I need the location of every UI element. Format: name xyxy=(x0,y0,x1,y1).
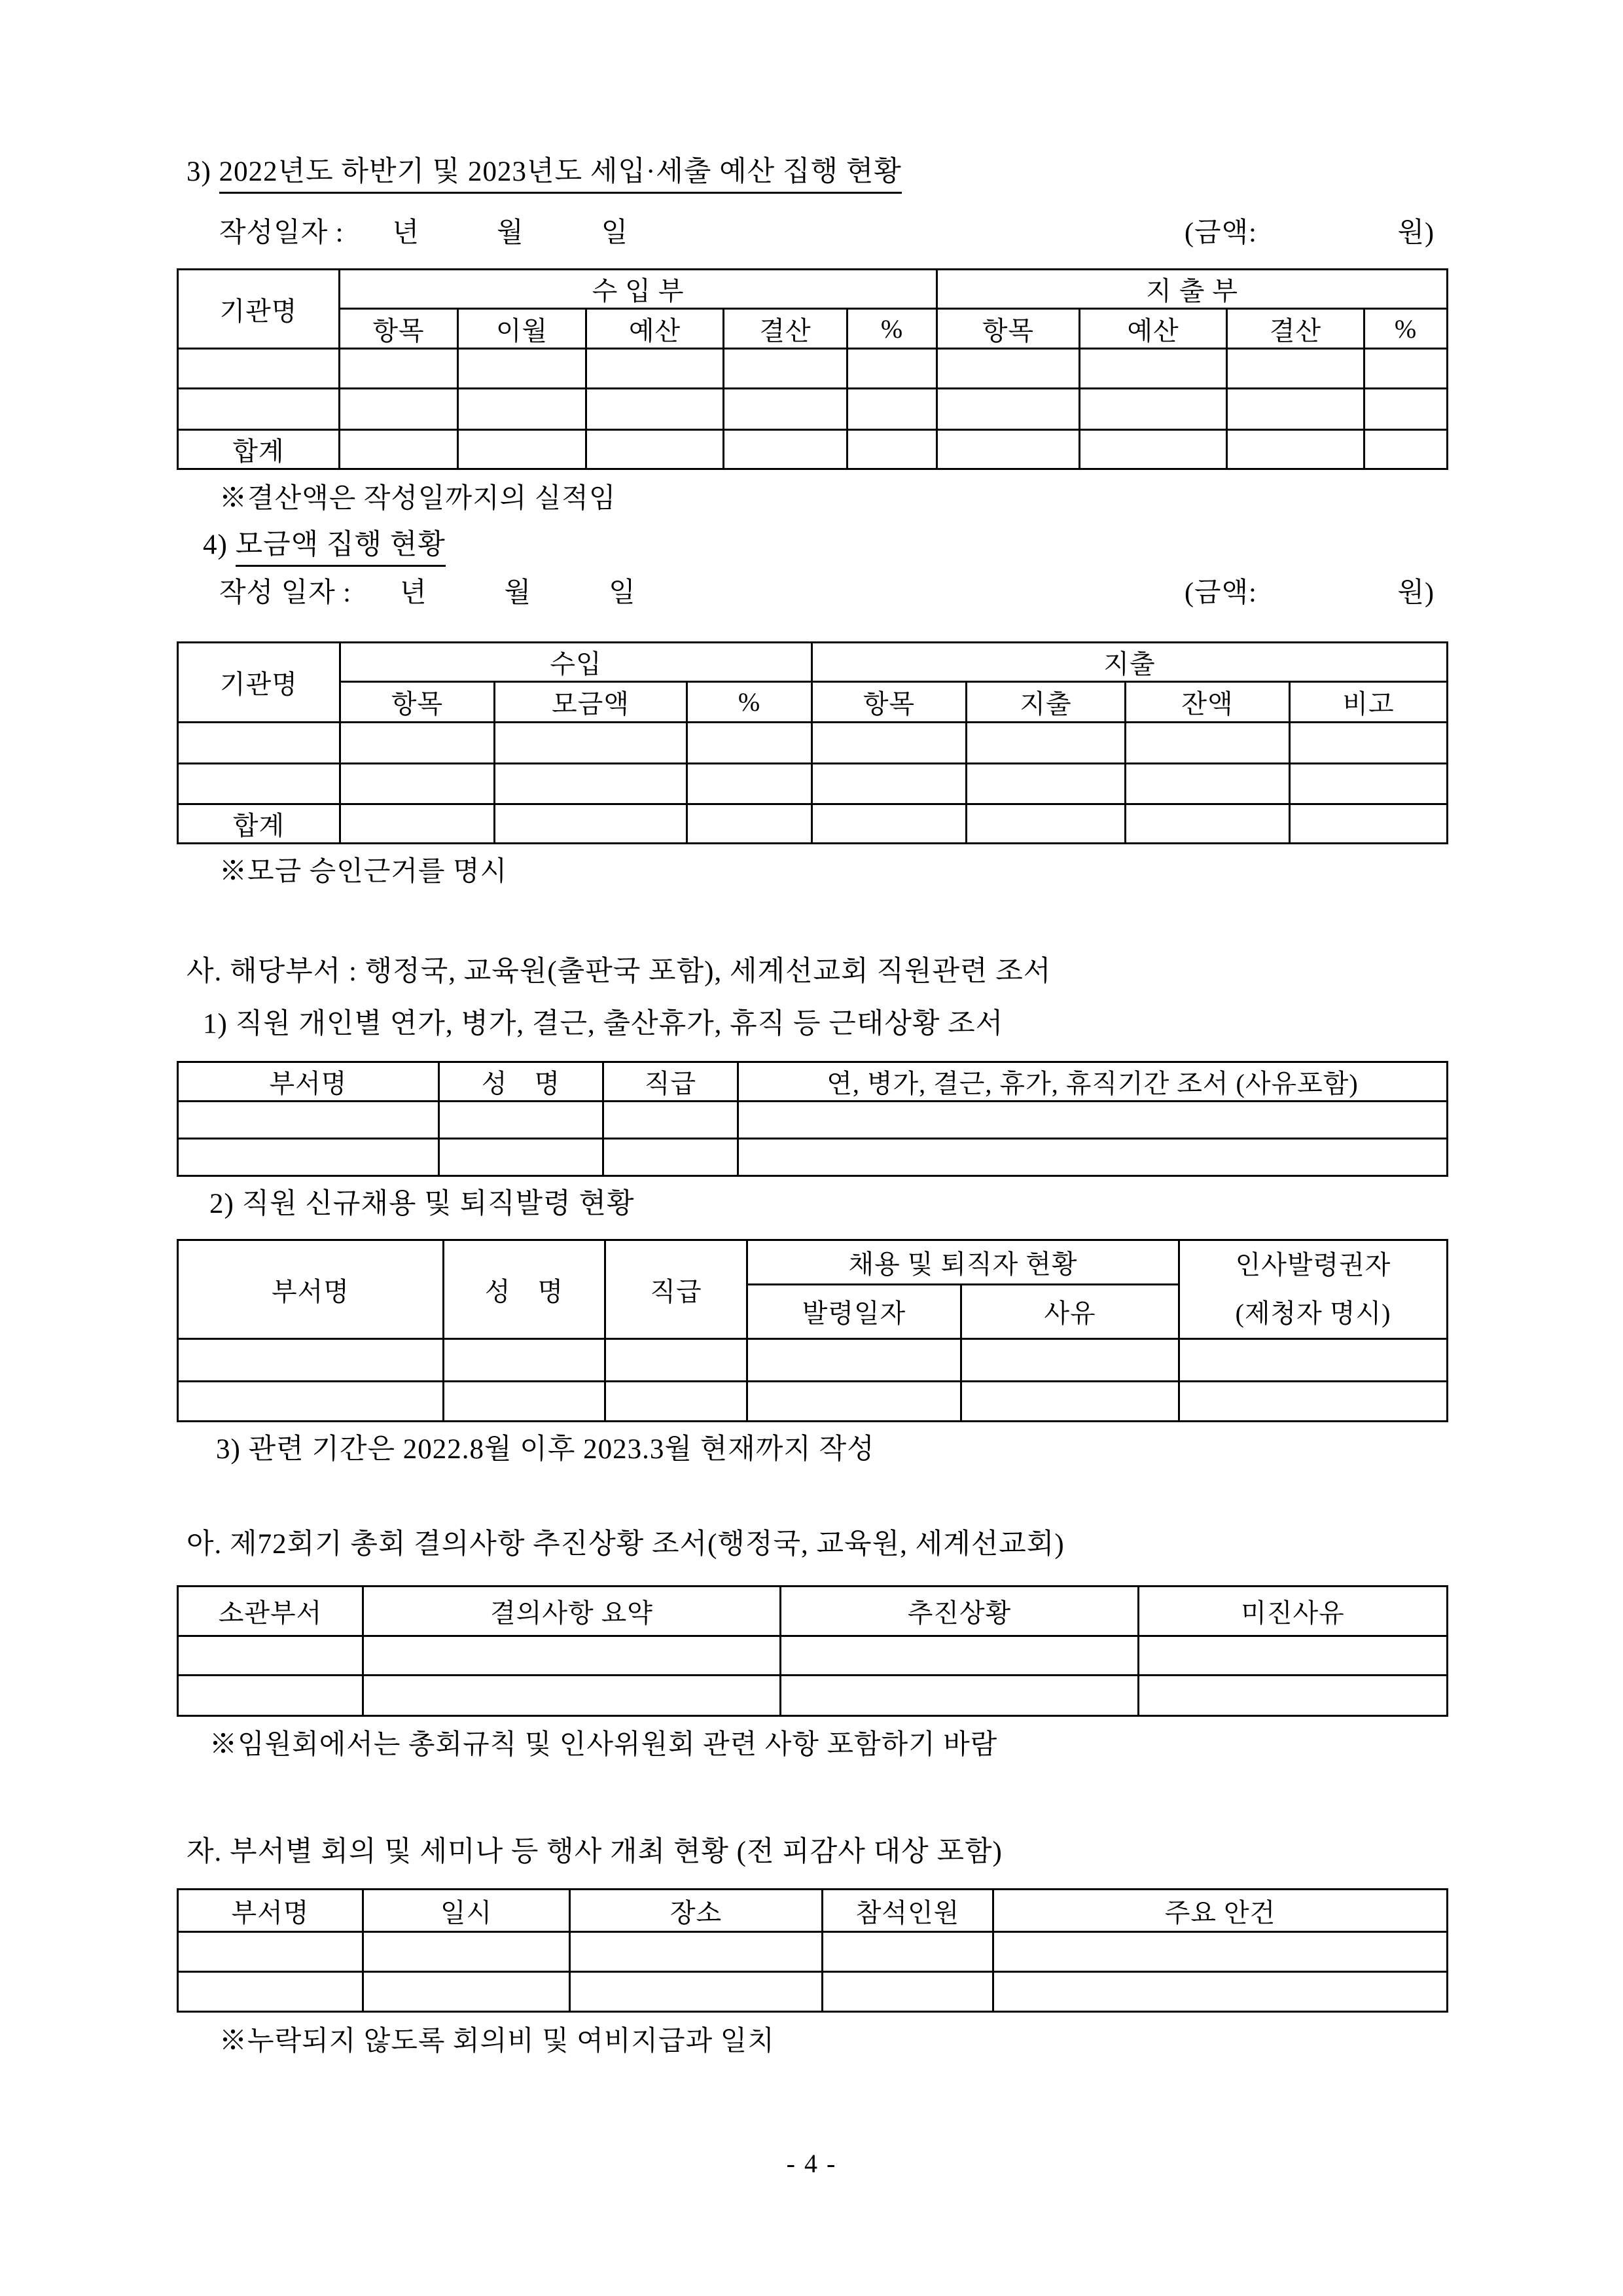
header-cell: 성 명 xyxy=(439,1062,603,1102)
date-unit-month: 월 xyxy=(497,218,524,248)
header-cell: 잔액 xyxy=(1126,682,1290,723)
header-group-income: 수입 xyxy=(340,643,812,682)
empty-cell xyxy=(458,430,586,469)
empty-cell xyxy=(444,1382,605,1422)
empty-cell xyxy=(603,1102,738,1139)
section4-heading-title: 모금액 집행 현황 xyxy=(236,529,446,567)
section4-date-line xyxy=(219,571,636,610)
section-ja-heading: 자. 부서별 회의 및 세미나 등 행사 개최 현황 (전 피감사 대상 포함) xyxy=(187,1837,1003,1867)
header-cell: 예산 xyxy=(1080,309,1227,349)
header-cell-authority xyxy=(1179,1240,1448,1339)
empty-cell xyxy=(178,1339,444,1382)
empty-cell xyxy=(178,1636,363,1676)
empty-cell xyxy=(178,1102,439,1139)
header-cell: 소관부서 xyxy=(178,1587,363,1636)
empty-cell xyxy=(1126,804,1290,844)
section-sa-sub2-heading: 2) 직원 신규채용 및 퇴직발령 현황 xyxy=(209,1189,635,1219)
header-cell: 결의사항 요약 xyxy=(363,1587,781,1636)
empty-cell xyxy=(724,430,847,469)
empty-cell xyxy=(687,804,812,844)
empty-cell xyxy=(458,389,586,430)
page-number: - 4 - xyxy=(786,2149,837,2178)
empty-cell xyxy=(363,1636,781,1676)
empty-cell xyxy=(847,349,937,389)
empty-cell xyxy=(570,1972,823,2012)
meetings-table xyxy=(177,1888,1448,2013)
empty-cell xyxy=(495,804,687,844)
header-cell: 결산 xyxy=(724,309,847,349)
header-cell: 결산 xyxy=(1227,309,1364,349)
empty-cell xyxy=(1290,804,1448,844)
section3-heading-number: 3) xyxy=(187,156,211,187)
amount-open: (금액: xyxy=(1185,578,1257,608)
empty-cell xyxy=(724,389,847,430)
empty-cell xyxy=(363,1932,570,1972)
empty-cell xyxy=(847,389,937,430)
empty-cell xyxy=(1364,430,1448,469)
header-cell: 항목 xyxy=(812,682,967,723)
date-unit-day: 일 xyxy=(609,578,636,608)
donation-table-note: ※모금 승인근거를 명시 xyxy=(219,857,508,887)
empty-cell xyxy=(605,1382,747,1422)
header-cell: 항목 xyxy=(340,682,495,723)
empty-cell xyxy=(687,764,812,804)
empty-cell xyxy=(937,430,1080,469)
empty-cell xyxy=(439,1139,603,1176)
section-sa-sub1-heading: 1) 직원 개인별 연가, 병가, 결근, 출산휴가, 휴직 등 근태상황 조서 xyxy=(203,1009,1004,1039)
empty-cell xyxy=(993,1932,1448,1972)
header-cell: 연, 병가, 결근, 휴가, 휴직기간 조서 (사유포함) xyxy=(738,1062,1448,1102)
empty-cell xyxy=(1139,1636,1448,1676)
empty-cell xyxy=(1179,1382,1448,1422)
section3-heading-title: 2022년도 하반기 및 2023년도 세입·세출 예산 집행 현황 xyxy=(219,156,902,194)
empty-cell xyxy=(847,430,937,469)
empty-cell xyxy=(570,1932,823,1972)
header-cell: 항목 xyxy=(937,309,1080,349)
empty-cell xyxy=(178,389,340,430)
header-cell: 항목 xyxy=(340,309,458,349)
empty-cell xyxy=(1080,349,1227,389)
empty-cell xyxy=(781,1676,1139,1716)
empty-cell xyxy=(1364,389,1448,430)
empty-cell xyxy=(961,1339,1179,1382)
empty-cell xyxy=(495,764,687,804)
section-a-heading: 아. 제72회기 총회 결의사항 추진상황 조서(행정국, 교육원, 세계선교회) xyxy=(187,1529,1065,1560)
empty-cell xyxy=(586,349,724,389)
date-unit-year: 년 xyxy=(392,218,420,248)
empty-cell xyxy=(937,389,1080,430)
header-group-expense: 지 출 부 xyxy=(937,270,1448,309)
empty-cell xyxy=(747,1382,961,1422)
header-group-expense: 지출 xyxy=(812,643,1448,682)
budget-table-note: ※결산액은 작성일까지의 실적임 xyxy=(219,484,616,514)
empty-cell xyxy=(586,430,724,469)
header-cell: 부서명 xyxy=(178,1062,439,1102)
section3-heading xyxy=(187,149,902,189)
empty-cell xyxy=(812,804,967,844)
empty-cell xyxy=(1364,349,1448,389)
header-cell-org: 기관명 xyxy=(178,643,340,723)
empty-cell xyxy=(340,389,458,430)
empty-cell xyxy=(340,804,495,844)
section3-amount-note xyxy=(1185,211,1435,250)
header-cell-org: 기관명 xyxy=(178,270,340,349)
amount-close: 원) xyxy=(1397,218,1435,248)
empty-cell xyxy=(495,723,687,764)
empty-cell xyxy=(340,764,495,804)
empty-cell xyxy=(687,723,812,764)
empty-cell xyxy=(823,1932,993,1972)
empty-cell xyxy=(363,1972,570,2012)
date-unit-day: 일 xyxy=(601,218,629,248)
empty-cell xyxy=(937,349,1080,389)
empty-cell xyxy=(178,1972,363,2012)
empty-cell xyxy=(605,1339,747,1382)
empty-cell xyxy=(178,723,340,764)
header-cell: 지출 xyxy=(967,682,1126,723)
header-cell: 비고 xyxy=(1290,682,1448,723)
empty-cell xyxy=(1290,723,1448,764)
budget-execution-table xyxy=(177,268,1448,470)
header-cell: 추진상황 xyxy=(781,1587,1139,1636)
authority-line2: (제청자 명시) xyxy=(1235,1299,1391,1328)
header-cell: 장소 xyxy=(570,1890,823,1932)
empty-cell xyxy=(823,1972,993,2012)
section4-heading-number: 4) xyxy=(203,529,228,560)
empty-cell xyxy=(967,723,1126,764)
empty-cell xyxy=(586,389,724,430)
empty-cell xyxy=(967,764,1126,804)
date-label: 작성 일자 : xyxy=(219,578,351,608)
header-cell: 모금액 xyxy=(495,682,687,723)
section-sa-heading: 사. 해당부서 : 행정국, 교육원(출판국 포함), 세계선교회 직원관련 조서 xyxy=(187,956,1052,987)
header-cell: % xyxy=(687,682,812,723)
section3-date-line xyxy=(219,211,628,250)
empty-cell xyxy=(1227,430,1364,469)
empty-cell xyxy=(1126,723,1290,764)
section-a-note: ※임원회에서는 총회규칙 및 인사위원회 관련 사항 포함하기 바람 xyxy=(209,1730,998,1760)
date-unit-month: 월 xyxy=(504,578,532,608)
section4-amount-note xyxy=(1185,571,1435,610)
header-cell: 직급 xyxy=(603,1062,738,1102)
empty-cell xyxy=(1290,764,1448,804)
empty-cell xyxy=(1080,430,1227,469)
date-label: 작성일자 : xyxy=(219,218,344,248)
empty-cell xyxy=(1179,1339,1448,1382)
header-cell: 주요 안건 xyxy=(993,1890,1448,1932)
empty-cell xyxy=(340,723,495,764)
empty-cell xyxy=(738,1102,1448,1139)
empty-cell xyxy=(724,349,847,389)
header-cell: 미진사유 xyxy=(1139,1587,1448,1636)
empty-cell xyxy=(747,1339,961,1382)
header-group-income: 수 입 부 xyxy=(340,270,937,309)
date-unit-year: 년 xyxy=(399,578,427,608)
header-cell: 이월 xyxy=(458,309,586,349)
empty-cell xyxy=(1139,1676,1448,1716)
empty-cell xyxy=(1080,389,1227,430)
header-cell: 사유 xyxy=(961,1284,1179,1338)
empty-cell xyxy=(967,804,1126,844)
section-ja-note: ※누락되지 않도록 회의비 및 여비지급과 일치 xyxy=(219,2026,775,2056)
empty-cell xyxy=(340,430,458,469)
section4-heading xyxy=(203,522,446,562)
total-row-label: 합계 xyxy=(178,430,340,469)
header-cell: 일시 xyxy=(363,1890,570,1932)
empty-cell xyxy=(178,764,340,804)
header-cell-rank: 직급 xyxy=(605,1240,747,1339)
header-cell: 참석인원 xyxy=(823,1890,993,1932)
total-row-label: 합계 xyxy=(178,804,340,844)
empty-cell xyxy=(178,1932,363,1972)
empty-cell xyxy=(458,349,586,389)
empty-cell xyxy=(178,1382,444,1422)
empty-cell xyxy=(1227,389,1364,430)
header-group-status: 채용 및 퇴직자 현황 xyxy=(747,1240,1179,1285)
empty-cell xyxy=(961,1382,1179,1422)
resolution-progress-table xyxy=(177,1585,1448,1717)
empty-cell xyxy=(340,349,458,389)
empty-cell xyxy=(1126,764,1290,804)
section-sa-sub3-note: 3) 관련 기간은 2022.8월 이후 2023.3월 현재까지 작성 xyxy=(216,1434,875,1465)
amount-open: (금액: xyxy=(1185,218,1257,248)
hiring-retirement-table xyxy=(177,1239,1448,1422)
header-cell: % xyxy=(1364,309,1448,349)
header-cell: 예산 xyxy=(586,309,724,349)
empty-cell xyxy=(363,1676,781,1716)
header-cell: 발령일자 xyxy=(747,1284,961,1338)
header-cell-dept: 부서명 xyxy=(178,1240,444,1339)
empty-cell xyxy=(439,1102,603,1139)
header-cell-name: 성 명 xyxy=(444,1240,605,1339)
empty-cell xyxy=(603,1139,738,1176)
empty-cell xyxy=(993,1972,1448,2012)
empty-cell xyxy=(444,1339,605,1382)
authority-line1: 인사발령권자 xyxy=(1235,1250,1391,1280)
empty-cell xyxy=(178,1139,439,1176)
empty-cell xyxy=(812,723,967,764)
empty-cell xyxy=(1227,349,1364,389)
header-cell: % xyxy=(847,309,937,349)
donation-execution-table xyxy=(177,641,1448,844)
empty-cell xyxy=(781,1636,1139,1676)
empty-cell xyxy=(738,1139,1448,1176)
empty-cell xyxy=(178,349,340,389)
empty-cell xyxy=(812,764,967,804)
header-cell: 부서명 xyxy=(178,1890,363,1932)
amount-close: 원) xyxy=(1397,578,1435,608)
attendance-table xyxy=(177,1061,1448,1177)
empty-cell xyxy=(178,1676,363,1716)
